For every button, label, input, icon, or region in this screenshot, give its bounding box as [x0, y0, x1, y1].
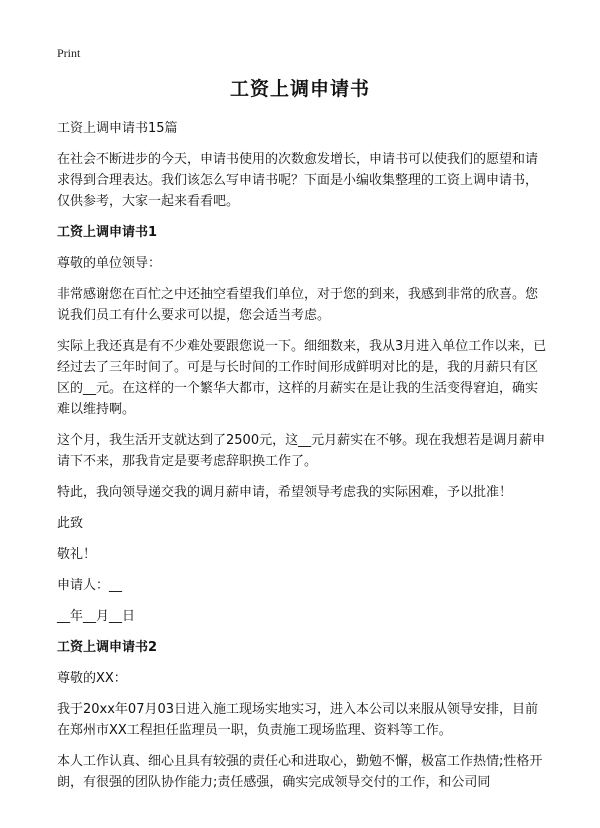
document-body [57, 118, 547, 803]
intro-paragraph: 在社会不断进步的今天，申请书使用的次数愈发增长，申请书可以使我们的愿望和请求得到合理表达。我们该怎么写申请书呢？下面是小编收集整理的工资上调申请书，仅供参考，大家一起来看看吧。 [57, 152, 539, 209]
section-2-heading: 工资上调申请书2 [57, 640, 158, 655]
section-1-heading: 工资上调申请书1 [57, 225, 158, 240]
section-2-salutation: 尊敬的XX： [57, 671, 127, 686]
section-1-salutation: 尊敬的单位领导： [57, 256, 162, 271]
section-1-paragraph: 非常感谢您在百忙之中还抽空看望我们单位，对于您的到来，我感到非常的欣喜。您说我们员工有什么要求可以提，您会适当考虑。 [57, 287, 539, 323]
section-1-regards: 敬礼！ [57, 547, 97, 562]
section-1-closing: 此致 [57, 516, 84, 531]
print-link[interactable]: Print [57, 46, 81, 60]
section-1-paragraph: 实际上我还真是有不少难处要跟您说一下。细细数来，我从3月进入单位工作以来，已经过去了三年时间了。可是与长时间的工作时间形成鲜明对比的是，我的月薪只有区区的__元。在这样的一个繁华大都市，这样的月薪实在是让我的生活变得窘迫，确实难以维持啊。 [57, 339, 547, 417]
section-1-paragraph: 特此，我向领导递交我的调月薪申请，希望领导考虑我的实际困难，予以批准！ [57, 485, 513, 500]
section-2-paragraph: 本人工作认真、细心且具有较强的责任心和进取心，勤勉不懈，极富工作热情;性格开朗，有很强的团队协作能力;责任感强，确实完成领导交付的工作，和公司同 [57, 754, 543, 790]
document-subtitle: 工资上调申请书15篇 [57, 121, 178, 136]
page-title: 工资上调申请书 [229, 78, 370, 100]
section-2-paragraph: 我于20xx年07月03日进入施工现场实地实习，进入本公司以来服从领导安排，目前在郑州市XX工程担任监理员一职，负责施工现场监理、资料等工作。 [57, 702, 539, 738]
section-1-paragraph: 这个月，我生活开支就达到了2500元，这__元月薪实在不够。现在我想若是调月薪申请下不来，那我肯定是要考虑辞职换工作了。 [57, 433, 546, 469]
section-1-applicant: 申请人：__ [57, 578, 123, 593]
section-1-date: __年__月__日 [57, 609, 136, 624]
